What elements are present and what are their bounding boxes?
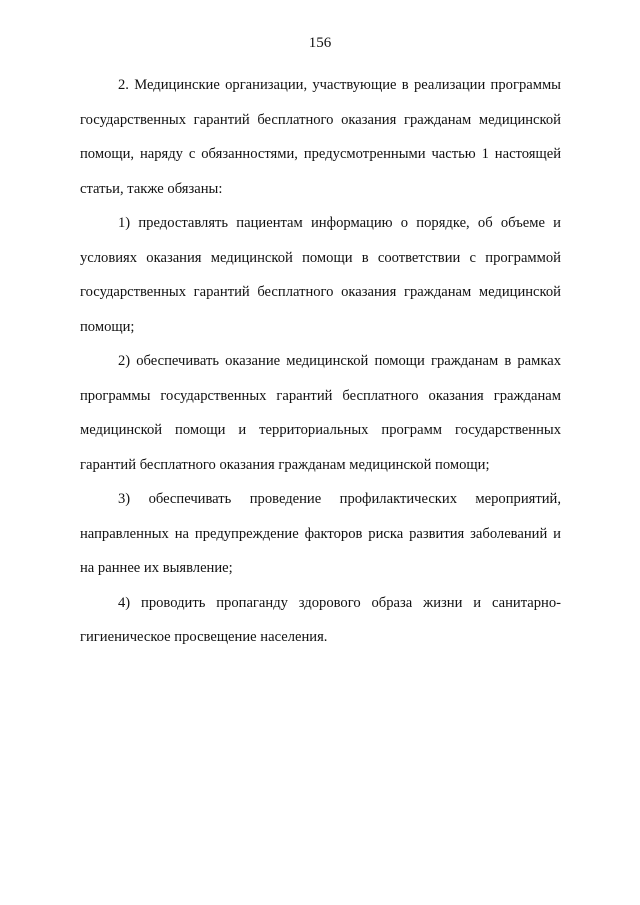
paragraph-section-2: 2. Медицинские организации, участвующие в реализации программы государственных гарантий бесплатного оказания гражданам медицинской помощи, наряду с обязанностями, предусмотренными частью 1 настоящей статьи, также обязаны:: [80, 77, 561, 197]
document-body: [80, 68, 561, 655]
paragraph-item-3: 3) обеспечивать проведение профилактических мероприятий, направленных на предупреждение факторов риска развития заболеваний и на раннее их выявление;: [80, 491, 561, 576]
paragraph-item-4: 4) проводить пропаганду здорового образа жизни и санитарно-гигиеническое просвещение населения.: [80, 594, 561, 645]
paragraph-item-2: 2) обеспечивать оказание медицинской помощи гражданам в рамках программы государственных гарантий бесплатного оказания гражданам медицинской помощи и территориальных программ государственных гарантий бесплатного оказания гражданам медицинской помощи;: [80, 353, 561, 473]
paragraph-item-1: 1) предоставлять пациентам информацию о порядке, об объеме и условиях оказания медицинской помощи в соответствии с программой государственных гарантий бесплатного оказания гражданам медицинской помощи;: [80, 215, 561, 335]
page-number: 156: [308, 35, 332, 51]
